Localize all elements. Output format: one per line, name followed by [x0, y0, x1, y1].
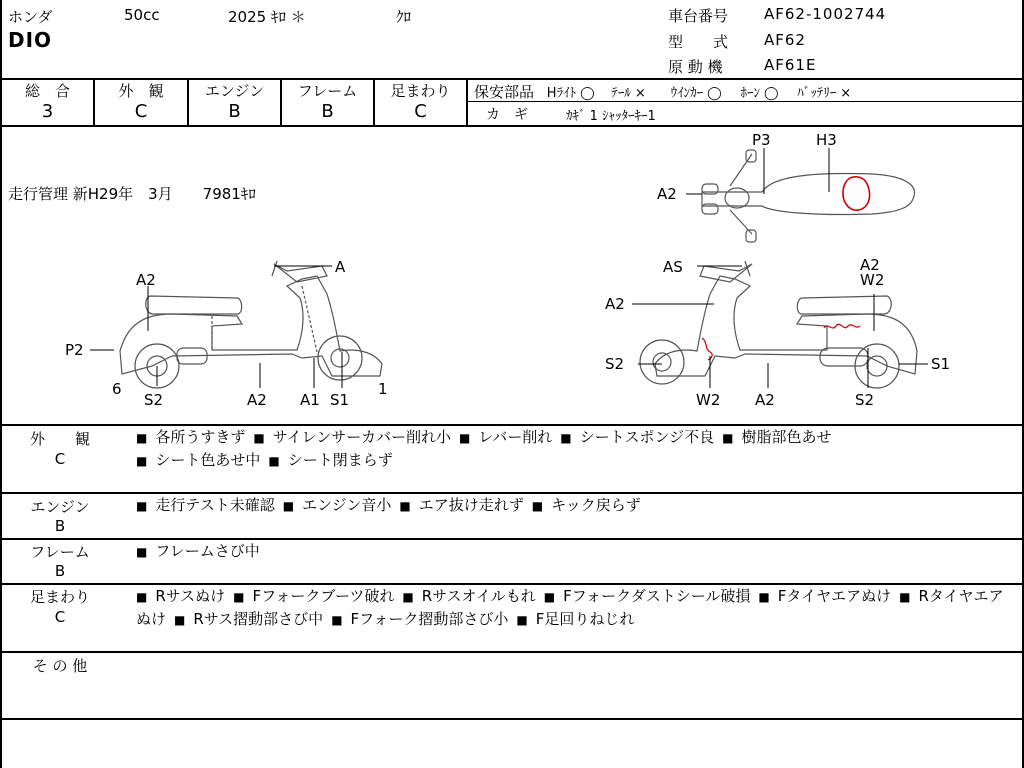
frame-no: AF62-1002744: [764, 5, 887, 23]
divider: [466, 78, 468, 126]
key-label: カ ギ: [486, 107, 528, 123]
frame-no-label: 車台番号: [668, 7, 729, 25]
label-top-p3: P3: [752, 131, 771, 149]
section-engine-title: エンジン: [30, 498, 90, 516]
label-left-a2: A2: [136, 271, 156, 289]
type-value: AF62: [764, 31, 806, 49]
engine-value: AF61E: [764, 56, 817, 74]
section-exterior-title: 外 観: [29, 430, 90, 448]
section-engine-grade: B: [54, 517, 66, 535]
label-right-as: AS: [663, 258, 683, 276]
safety-item-headlight: Hﾗｲﾄ: [546, 86, 577, 101]
label-left-a2-bottom: A2: [247, 391, 267, 409]
label-left-6: 6: [112, 380, 122, 398]
label-top-h3: H3: [816, 131, 837, 149]
divider: [2, 718, 1022, 720]
grade-frame-value: B: [321, 101, 334, 122]
section-exterior-grade: C: [54, 450, 66, 468]
label-right-a2-top: A2: [860, 256, 880, 274]
grade-overall-label: 総 合: [24, 82, 70, 100]
ok-mark-icon: ◯: [763, 86, 779, 101]
grade-suspension-value: C: [414, 101, 427, 122]
label-right-s1: S1: [931, 355, 951, 373]
label-left-s2: S2: [144, 391, 164, 409]
grade-overall-value: 3: [41, 101, 54, 122]
scooter-top-view: [702, 150, 915, 242]
type-label: 型 式: [668, 33, 729, 51]
label-left-s1: S1: [330, 391, 350, 409]
label-right-w2: W2: [696, 391, 721, 409]
safety-item-tail: ﾃｰﾙ: [611, 86, 631, 101]
label-top-a2: A2: [657, 185, 677, 203]
section-suspension-title: 足まわり: [29, 588, 90, 606]
grade-suspension-label: 足まわり: [390, 82, 451, 100]
safety-item-winker: ｳｲﾝｶｰ: [670, 86, 704, 101]
section-frame-grade: B: [54, 562, 66, 580]
label-right-s2-bottom: S2: [855, 391, 875, 409]
ng-mark-icon: ×: [840, 86, 852, 101]
section-engine-items: ■ 走行テスト未確認 ■ エンジン音小 ■ エア抜け走れず ■ キック戻らず: [136, 496, 641, 514]
label-left-p2: P2: [65, 341, 84, 359]
key-value: ｶｷﾞ 1 ｼｬｯﾀｰｷｰ1: [566, 109, 656, 124]
scooter-left-view: [120, 261, 382, 388]
section-other-title: そ の 他: [32, 657, 88, 675]
leader-lines: [90, 148, 928, 388]
ng-mark-icon: ×: [634, 86, 646, 101]
ok-mark-icon: ◯: [580, 86, 595, 101]
section-frame-title: フレーム: [30, 543, 90, 561]
ok-mark-icon: ◯: [707, 86, 722, 101]
safety-label: 保安部品: [474, 83, 535, 101]
damage-mark-icon: [824, 324, 860, 328]
safety-parts-row: [474, 81, 857, 102]
grade-frame-label: フレーム: [297, 82, 358, 100]
grade-engine-label: エンジン: [204, 82, 265, 100]
label-right-a2-bottom: A2: [755, 391, 775, 409]
label-right-s2: S2: [605, 355, 625, 373]
mileage-management: 走行管理 新H29年 3月 7981ｷﾛ: [8, 185, 256, 203]
color: ｸﾛ: [396, 8, 412, 26]
label-right-a2: A2: [605, 295, 625, 313]
safety-item-battery: ﾊﾞｯﾃﾘｰ: [797, 86, 837, 101]
engine-label: 原 動 機: [668, 58, 723, 76]
section-frame-items: ■ フレームさび中: [136, 542, 260, 560]
label-right-w2-top: W2: [860, 271, 885, 289]
year-mileage: 2025 ｷﾛ ＊: [228, 8, 306, 26]
grade-engine-value: B: [228, 101, 241, 122]
label-left-a1: A1: [300, 391, 320, 409]
divider: [2, 651, 1022, 653]
damage-mark-icon: [843, 177, 870, 210]
damage-diagram: [2, 126, 1022, 424]
maker: ホンダ: [8, 8, 53, 26]
label-left-1: 1: [378, 380, 388, 398]
section-suspension-grade: C: [54, 608, 66, 626]
safety-item-horn: ﾎｰﾝ: [740, 86, 760, 101]
model-name: DIO: [8, 28, 53, 52]
grade-exterior-label: 外 観: [118, 82, 164, 100]
displacement: 50cc: [124, 6, 160, 24]
diagram-labels: [65, 131, 950, 409]
section-suspension-items: ■ Rサスぬけ ■ Fフォークブーツ破れ ■ Rサスオイルもれ ■ Fフォークダストシール破損 ■ Fタイヤエアぬけ ■ Rタイヤエアぬけ ■ Rサス摺動部さび中 ■ Fフォーク摺動部さび小 ■ F足回りねじれ: [136, 587, 1004, 628]
grade-exterior-value: C: [134, 101, 148, 122]
damage-mark-icon: [702, 338, 712, 360]
label-left-a: A: [335, 258, 346, 276]
section-exterior-items: ■ 各所うすきず ■ サイレンサーカバー削れ小 ■ レバー削れ ■ シートスポンジ不良 ■ 樹脂部色あせ ■ シート色あせ中 ■ シート閉まらず: [136, 428, 832, 469]
